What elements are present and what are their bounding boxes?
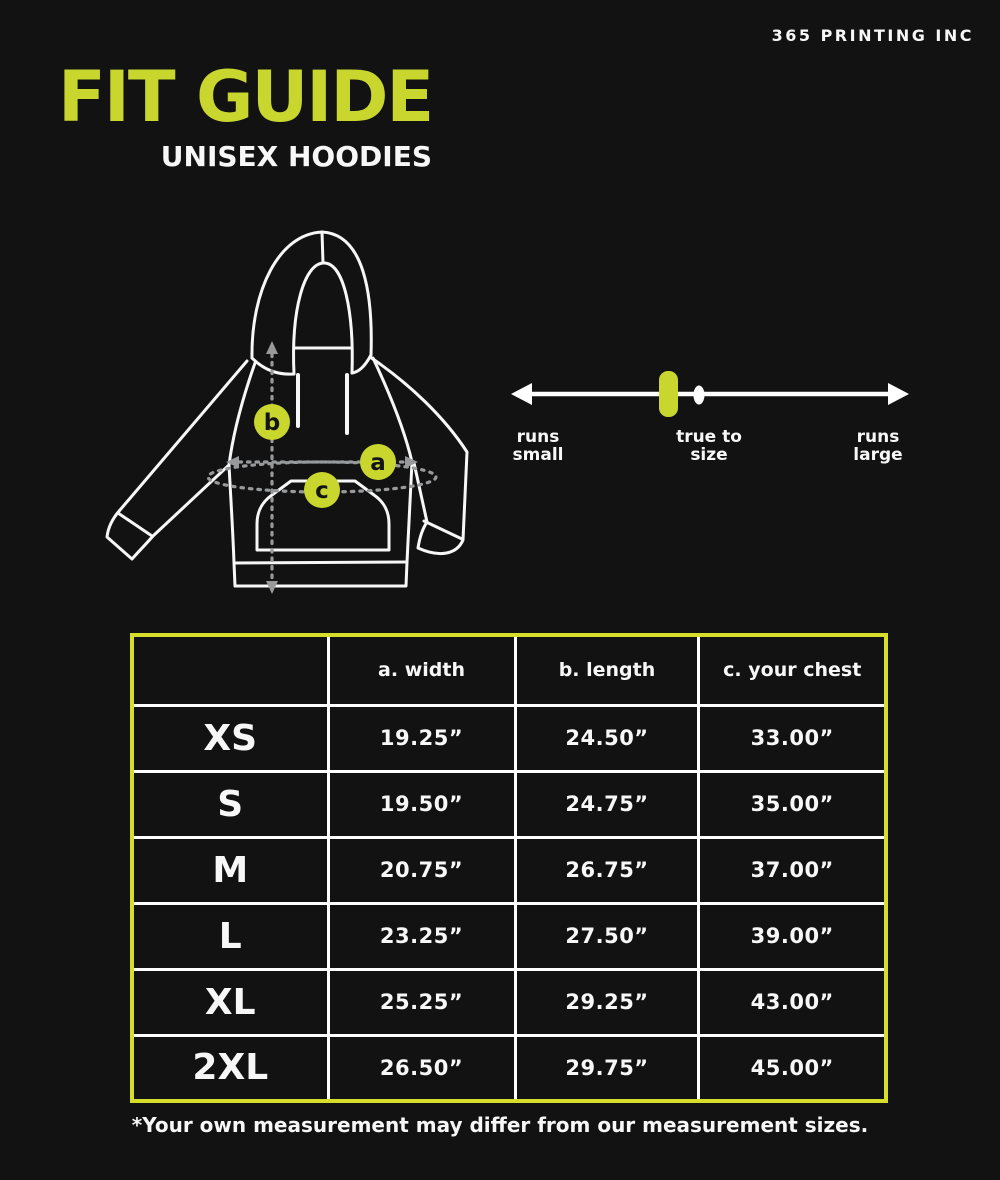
scale-label-runs-large — [838, 428, 918, 464]
column-header: a. width — [328, 635, 515, 705]
marker-b-label: b — [263, 410, 281, 436]
size-label-cell: L — [132, 903, 328, 969]
size-value-cell: 39.00” — [699, 903, 886, 969]
size-value-cell: 29.25” — [515, 969, 699, 1035]
size-label-cell: 2XL — [132, 1035, 328, 1101]
size-value-cell: 43.00” — [699, 969, 886, 1035]
cuff-line-right — [424, 521, 462, 539]
size-label-cell: M — [132, 837, 328, 903]
length-arrow-up — [266, 341, 278, 354]
marker-a-label: a — [370, 450, 386, 476]
corner-cell — [132, 635, 328, 705]
scale-center-dot — [694, 386, 705, 405]
size-table — [130, 633, 888, 1103]
size-value-cell: 24.50” — [515, 705, 699, 771]
waistband-top — [234, 562, 407, 563]
size-label-cell: S — [132, 771, 328, 837]
table-row — [132, 969, 886, 1035]
size-value-cell: 23.25” — [328, 903, 515, 969]
table-row — [132, 837, 886, 903]
marker-c-label: c — [315, 478, 329, 504]
size-value-cell: 26.50” — [328, 1035, 515, 1101]
size-value-cell: 33.00” — [699, 705, 886, 771]
column-header: c. your chest — [699, 635, 886, 705]
size-value-cell: 26.75” — [515, 837, 699, 903]
hood-seam — [322, 232, 323, 263]
waistband-bottom — [234, 562, 407, 586]
size-table-head-row — [132, 635, 886, 705]
table-row — [132, 903, 886, 969]
size-label-cell: XS — [132, 705, 328, 771]
size-value-cell: 37.00” — [699, 837, 886, 903]
footnote: *Your own measurement may differ from our measurement sizes. — [131, 1113, 869, 1137]
hoodie-diagram — [105, 222, 485, 602]
table-row — [132, 1035, 886, 1101]
scale-marker — [659, 371, 678, 417]
size-table-body — [132, 705, 886, 1101]
column-header: b. length — [515, 635, 699, 705]
size-value-cell: 24.75” — [515, 771, 699, 837]
scale-label-line: runs — [856, 427, 900, 447]
scale-arrow-left — [511, 383, 532, 405]
collar-right — [352, 355, 371, 373]
scale-label-line: runs — [516, 427, 560, 447]
hood-opening — [294, 263, 353, 374]
sleeve-left — [107, 361, 247, 559]
scale-arrow-right — [888, 383, 909, 405]
size-value-cell: 35.00” — [699, 771, 886, 837]
body-right-edge — [407, 462, 412, 562]
size-label-cell: XL — [132, 969, 328, 1035]
scale-label-true-to-size — [659, 428, 759, 464]
cuff-line-left — [118, 513, 152, 536]
scale-label-runs-small — [503, 428, 573, 464]
brand-text: 365 PRINTING INC — [771, 26, 974, 45]
scale-label-line: large — [853, 445, 903, 465]
size-value-cell: 19.50” — [328, 771, 515, 837]
size-value-cell: 29.75” — [515, 1035, 699, 1101]
table-row — [132, 705, 886, 771]
table-row — [132, 771, 886, 837]
scale-label-line: size — [690, 445, 728, 465]
scale-label-line: small — [512, 445, 564, 465]
size-value-cell: 19.25” — [328, 705, 515, 771]
size-value-cell: 45.00” — [699, 1035, 886, 1101]
page-title: FIT GUIDE — [58, 56, 433, 138]
size-value-cell: 25.25” — [328, 969, 515, 1035]
scale-label-line: true to — [676, 427, 742, 447]
size-value-cell: 20.75” — [328, 837, 515, 903]
size-value-cell: 27.50” — [515, 903, 699, 969]
page-subtitle: UNISEX HOODIES — [160, 140, 432, 173]
body-left-edge — [229, 465, 234, 563]
